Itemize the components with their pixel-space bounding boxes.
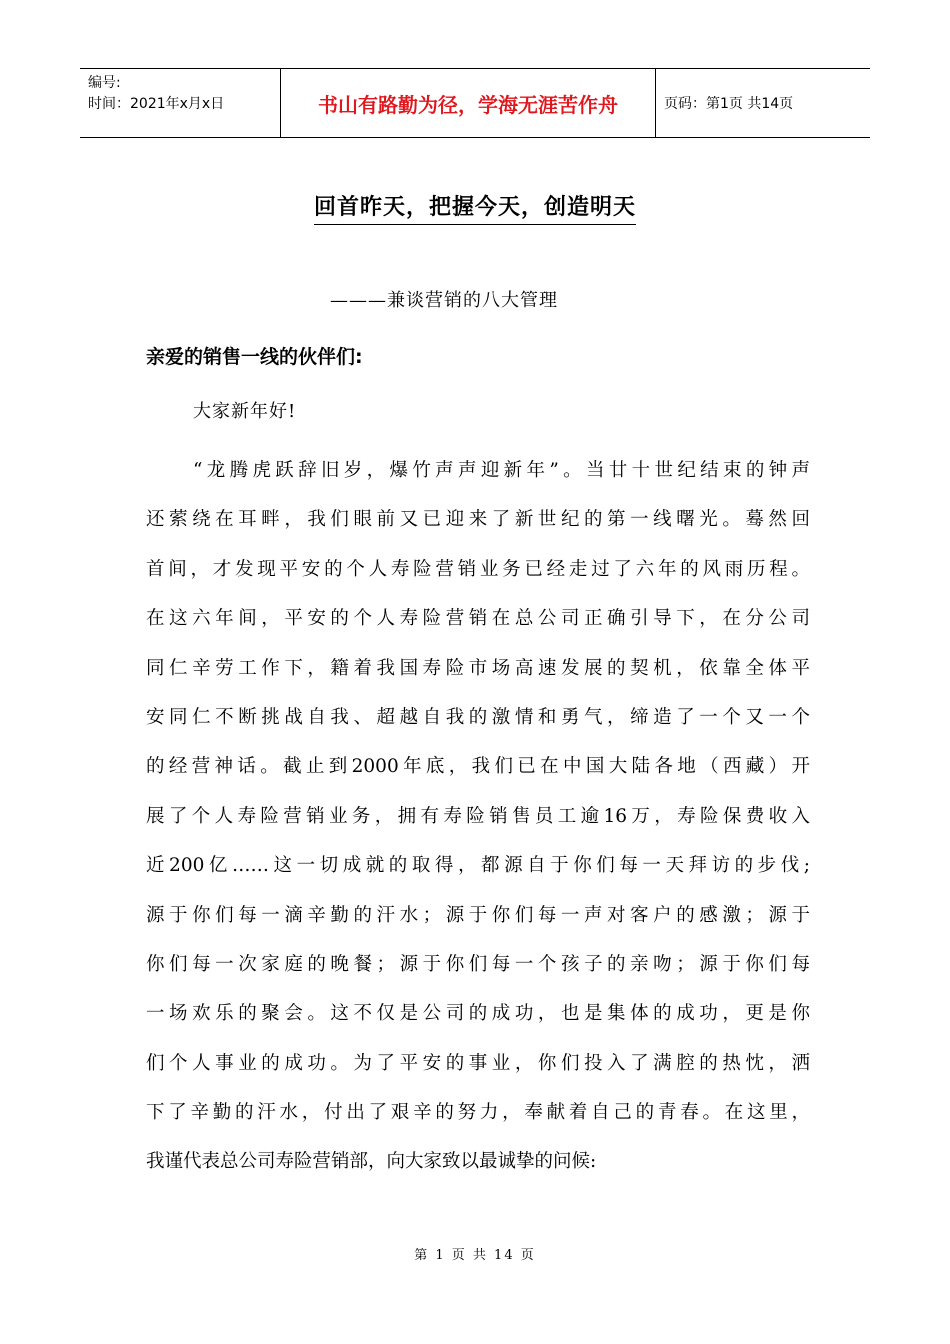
body-line: 在这六年间，平安的个人寿险营销在总公司正确引导下，在分公司: [146, 608, 810, 630]
page-footer: 第 1 页 共 14 页: [414, 1248, 536, 1263]
header-page-info: 页码：第1页 共14页: [664, 96, 794, 112]
document-title: 回首昨天，把握今天，创造明天: [314, 195, 636, 225]
body-line: 首间，才发现平安的个人寿险营销业务已经走过了六年的风雨历程。: [146, 558, 810, 580]
header-meta: [80, 69, 281, 137]
body-line: 还萦绕在耳畔，我们眼前又已迎来了新世纪的第一线曙光。蓦然回: [146, 509, 810, 531]
document-title-wrap: [0, 190, 950, 221]
body-line: 展了个人寿险营销业务，拥有寿险销售员工逾16万，寿险保费收入: [146, 805, 810, 827]
header-motto: 书山有路勤为径，学海无涯苦作舟: [281, 69, 656, 137]
body-line: 安同仁不断挑战自我、超越自我的激情和勇气，缔造了一个又一个: [146, 706, 810, 728]
body-line: 一场欢乐的聚会。这不仅是公司的成功，也是集体的成功，更是你: [146, 1003, 810, 1025]
document-date: 时间：2021年x月x日: [88, 96, 225, 112]
new-year-greeting: 大家新年好!: [193, 401, 297, 422]
body-line: “龙腾虎跃辞旧岁，爆竹声声迎新年”。当廿十世纪结束的钟声: [193, 460, 810, 481]
body-line: 同仁辛劳工作下，籍着我国寿险市场高速发展的契机，依靠全体平: [146, 657, 810, 679]
body-line: 下了辛勤的汗水，付出了艰辛的努力，奉献着自己的青春。在这里，: [146, 1102, 810, 1124]
salutation: 亲爱的销售一线的伙伴们:: [146, 346, 363, 368]
body-paragraph: [146, 446, 810, 1187]
body-line: 源于你们每一滴辛勤的汗水；源于你们每一声对客户的感激；源于: [146, 904, 810, 926]
body-line: 们个人事业的成功。为了平安的事业，你们投入了满腔的热忱，洒: [146, 1052, 810, 1074]
document-code-label: 编号:: [88, 75, 121, 91]
body-line: 的经营神话。截止到2000年底，我们已在中国大陆各地（西藏）开: [146, 756, 810, 778]
document-subtitle: ———兼谈营销的八大管理: [330, 290, 558, 311]
body-line: 近200亿……这一切成就的取得，都源自于你们每一天拜访的步伐;: [146, 855, 810, 877]
page-header: [80, 68, 870, 138]
body-line: 我谨代表总公司寿险营销部，向大家致以最诚挚的问候:: [146, 1151, 597, 1173]
body-line: 你们每一次家庭的晚餐；源于你们每一个孩子的亲吻；源于你们每: [146, 953, 810, 975]
